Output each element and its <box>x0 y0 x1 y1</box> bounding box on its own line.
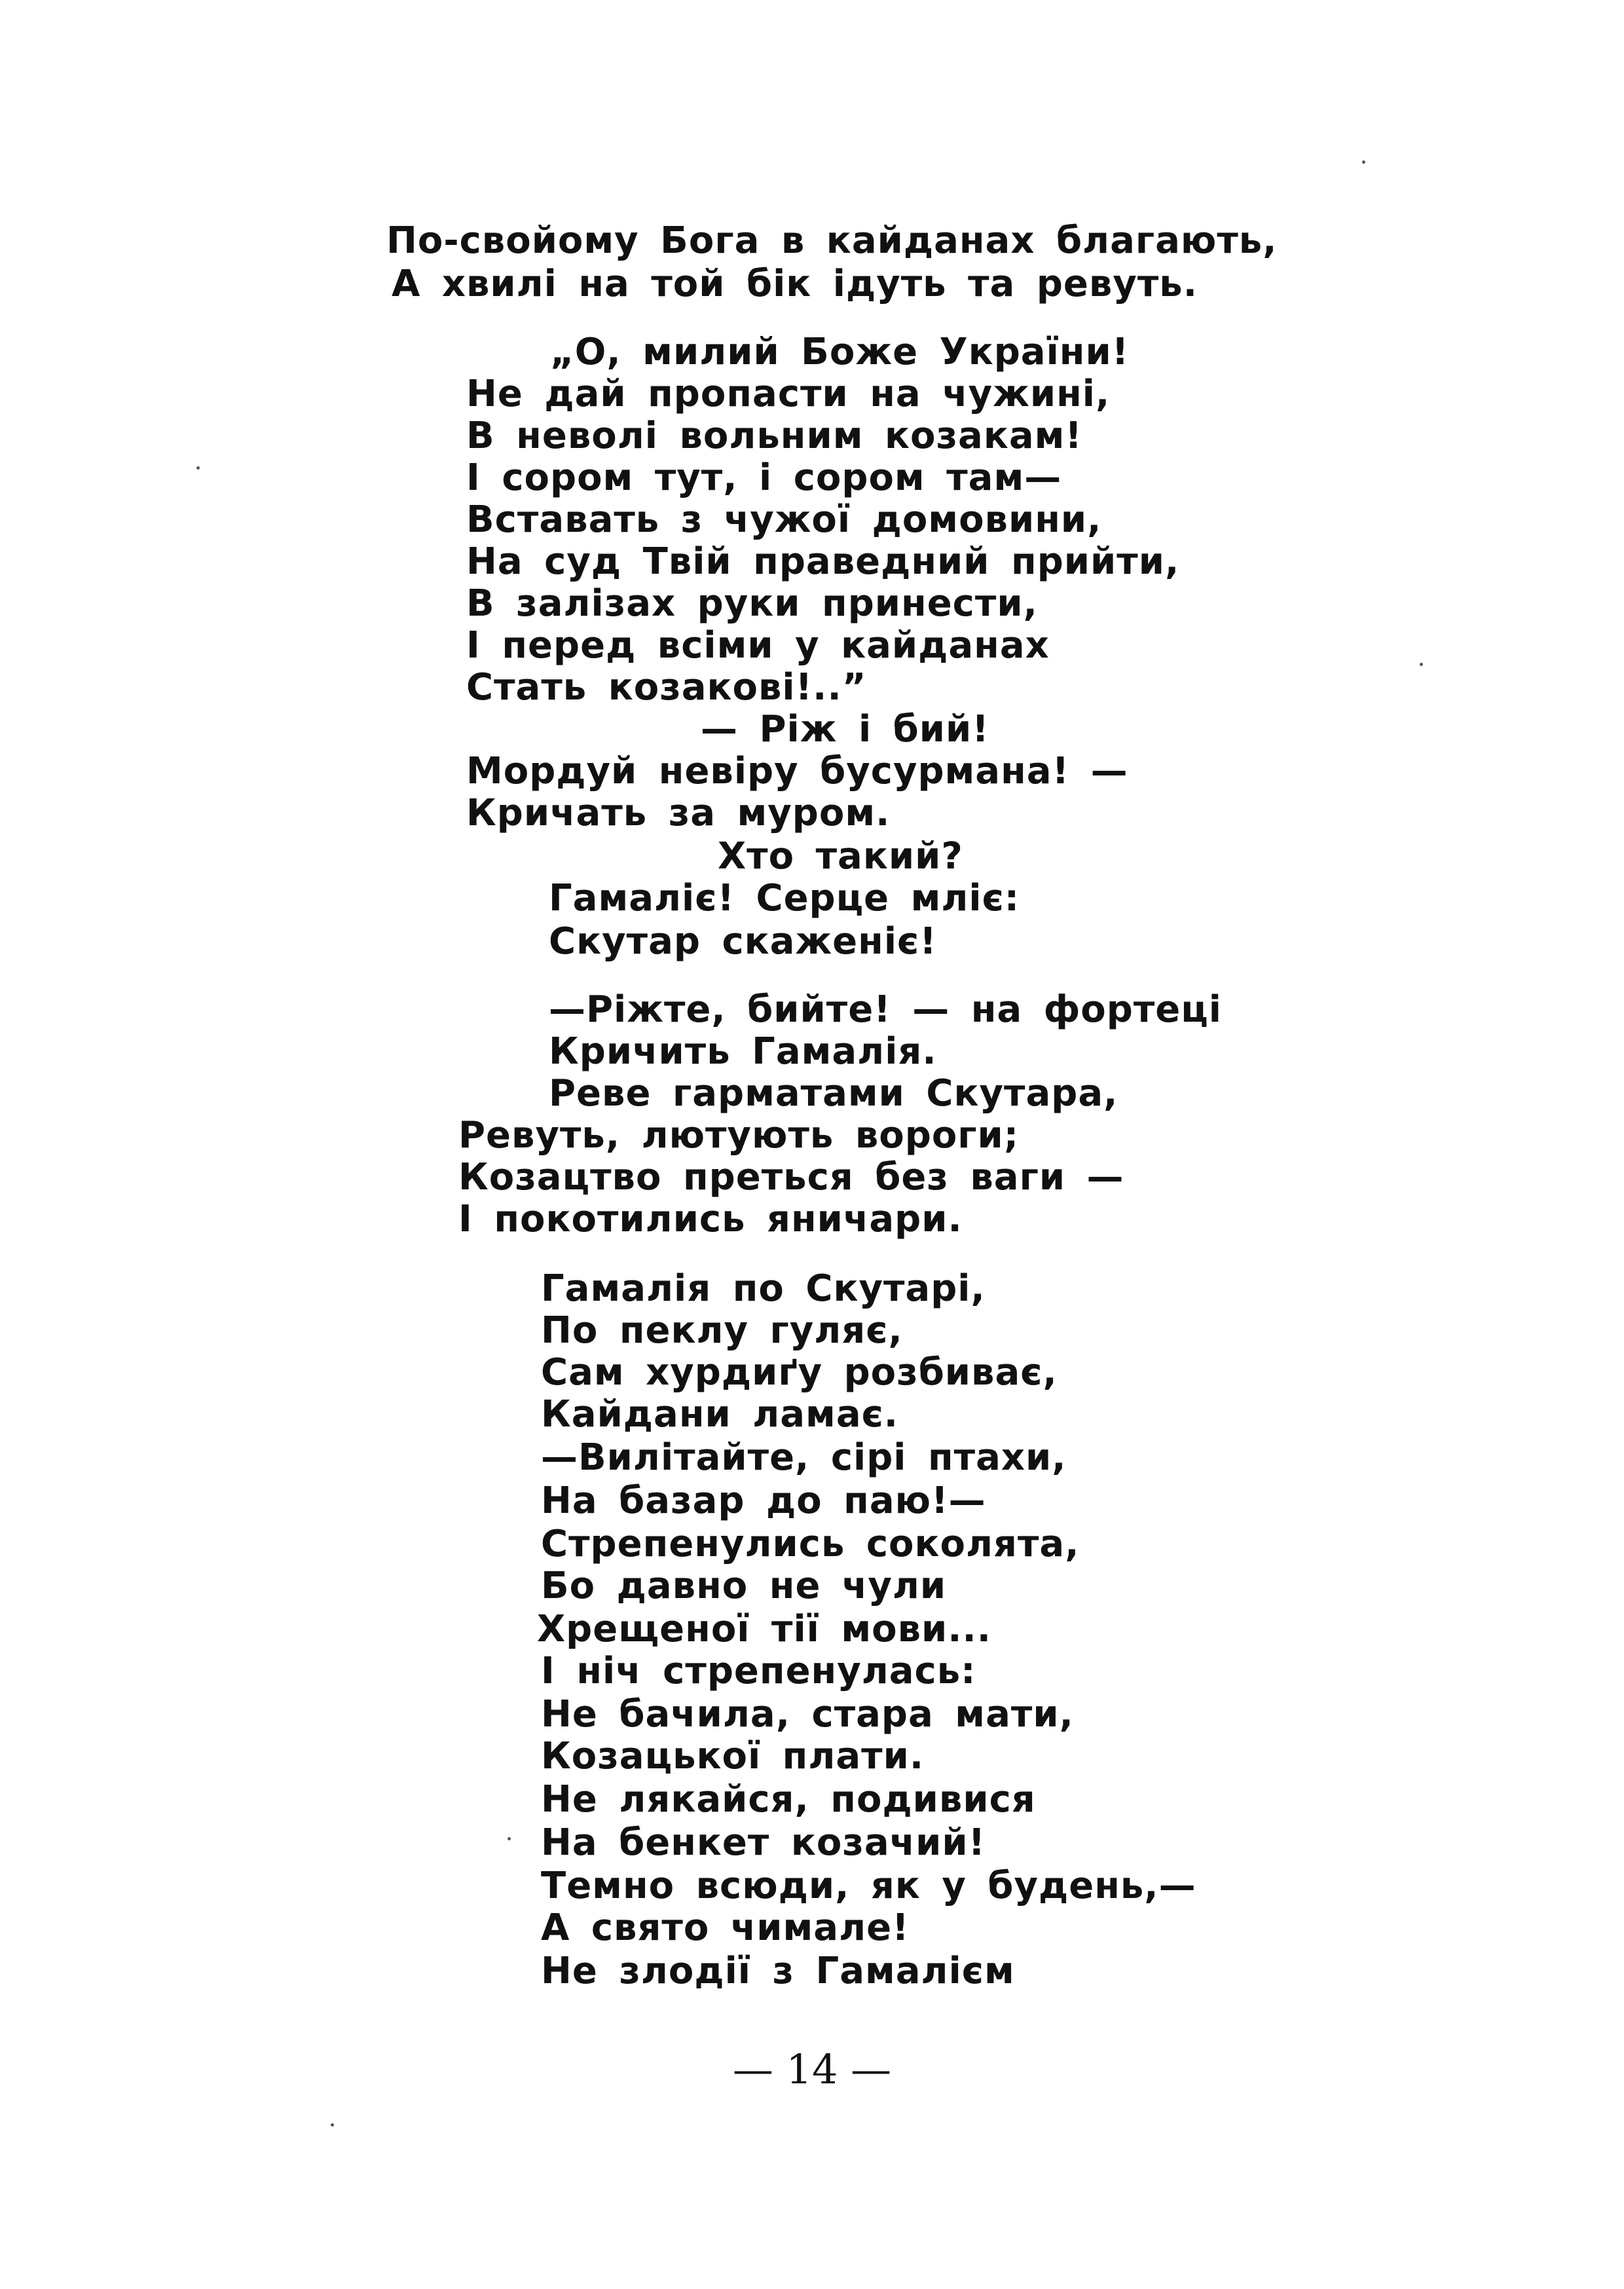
verse-line: Мордуй невіру бусурмана! — <box>466 750 1128 792</box>
verse-line: Скутар скаженіє! <box>549 920 937 963</box>
verse-line: Козацтво преться без ваги — <box>458 1156 1124 1199</box>
verse-line: Бо давно не чули <box>541 1565 947 1607</box>
verse-line: Кричить Гамалія. <box>549 1030 937 1073</box>
verse-line: І ніч стрепенулась: <box>541 1650 976 1692</box>
verse-line: Реве гарматами Скутара, <box>549 1072 1118 1115</box>
scan-speck <box>507 1837 511 1840</box>
verse-line: Хто такий? <box>718 835 963 878</box>
verse-line: —Ріжте, бийте! — на фортеці <box>549 988 1222 1031</box>
verse-line: На суд Твій праведний прийти, <box>466 540 1180 583</box>
verse-line: Не лякайся, подивися <box>541 1778 1036 1821</box>
verse-line: Гамалія по Скутарі, <box>541 1267 986 1310</box>
verse-line: А хвилі на той бік ідуть та ревуть. <box>392 263 1198 305</box>
scan-speck <box>1420 663 1423 666</box>
verse-line: А свято чимале! <box>541 1907 910 1949</box>
verse-line: Темно всюди, як у будень,— <box>541 1865 1196 1907</box>
verse-line: І перед всіми у кайданах <box>466 624 1050 667</box>
page-number: — 14 — <box>732 2045 892 2093</box>
verse-line: — Ріж і бий! <box>701 708 989 751</box>
verse-line: На базар до паю!— <box>541 1479 986 1522</box>
verse-line: Стрепенулись соколята, <box>541 1523 1080 1565</box>
scan-speck <box>1362 160 1365 164</box>
verse-line: Не бачила, стара мати, <box>541 1693 1074 1736</box>
verse-line: „О, милий Боже України! <box>550 331 1130 373</box>
scan-speck <box>331 2123 334 2127</box>
verse-line: На бенкет козачий! <box>541 1821 986 1864</box>
verse-line: Гамаліє! Серце мліє: <box>549 877 1020 920</box>
verse-line: В залізах руки принести, <box>466 582 1038 625</box>
verse-line: По-свойому Бога в кайданах благають, <box>386 219 1278 262</box>
verse-line: Вставать з чужої домовини, <box>466 498 1102 541</box>
verse-line: І покотились яничари. <box>458 1198 963 1240</box>
verse-line: Не злодії з Гамалієм <box>541 1950 1015 1992</box>
verse-line: Козацької плати. <box>541 1735 925 1777</box>
scan-speck <box>196 466 200 470</box>
verse-line: Сам хурдиґу розбиває, <box>541 1351 1058 1394</box>
verse-line: Не дай пропасти на чужині, <box>466 373 1111 415</box>
verse-line: —Вилітайте, сірі птахи, <box>541 1436 1067 1479</box>
verse-line: Кричать за муром. <box>466 792 891 834</box>
verse-line: В неволі вольним козакам! <box>466 415 1082 457</box>
verse-line: Ревуть, лютують вороги; <box>458 1114 1020 1157</box>
verse-line: Кайдани ламає. <box>541 1393 899 1436</box>
verse-line: Стать козакові!..” <box>466 666 867 709</box>
verse-line: І сором тут, і сором там— <box>466 456 1062 499</box>
verse-line: Хрещеної тії мови... <box>537 1608 992 1650</box>
verse-line: По пеклу гуляє, <box>541 1309 903 1352</box>
